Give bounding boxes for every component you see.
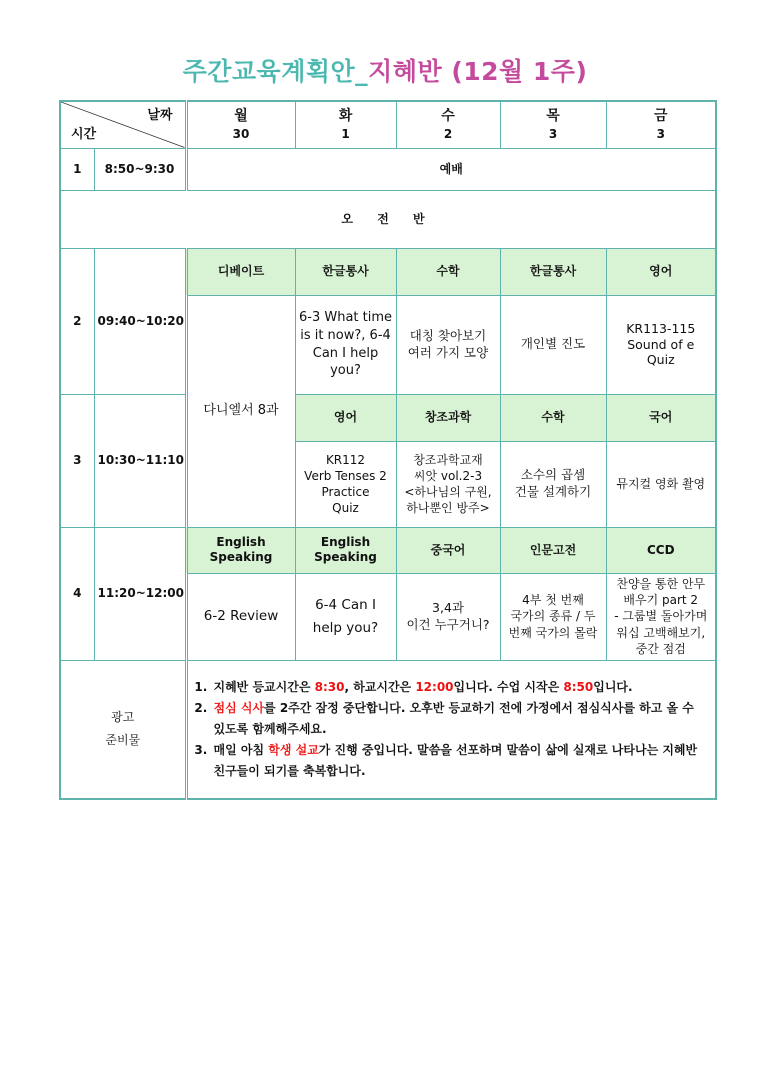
- class-start-time: 8:50: [563, 679, 594, 694]
- period-time: 10:30~11:10: [94, 394, 186, 527]
- morning-section-row: [60, 190, 716, 248]
- notice-text: 지혜반 등교시간은: [213, 679, 315, 694]
- day-number: 1: [341, 127, 350, 142]
- subject-cell: 국어: [606, 394, 716, 441]
- subject-cell: English Speaking: [295, 527, 396, 573]
- notice-text: 를 2주간 잠정 중단합니다. 오후반 등교하기 전에 가정에서 점심식사를 하고 올 수 있도록 함께해주세요.: [213, 700, 694, 736]
- period-number: 3: [60, 394, 94, 527]
- period-number: 4: [60, 527, 94, 660]
- content-cell: 6-2 Review: [186, 573, 295, 660]
- content-cell: 창조과학교재 씨앗 vol.2-3 <하나님의 구원, 하나뿐인 방주>: [396, 441, 500, 527]
- notice-text: 입니다. 수업 시작은: [453, 679, 564, 694]
- page-title: [0, 52, 770, 88]
- day-header-tue: [295, 101, 396, 148]
- notice-item-3: [212, 740, 702, 782]
- period-time: 09:40~10:20: [94, 248, 186, 394]
- dismissal-time: 12:00: [415, 679, 454, 694]
- title-class: 지혜반: [368, 57, 443, 86]
- period-4-subject-row: [60, 527, 716, 573]
- worship-cell: 예배: [186, 148, 716, 190]
- day-header-fri: [606, 101, 716, 148]
- notice-label-ads: 광고: [111, 710, 135, 725]
- period-time: 8:50~9:30: [94, 148, 186, 190]
- subject-cell: 영어: [295, 394, 396, 441]
- morning-section-title: 오 전 반: [60, 190, 716, 248]
- title-main: 주간교육계획안_: [182, 57, 369, 86]
- content-cell: 다니엘서 8과: [186, 295, 295, 527]
- content-cell: 대칭 찾아보기 여러 가지 모양: [396, 295, 500, 394]
- notice-row: [60, 660, 716, 799]
- day-name: 목: [546, 108, 560, 125]
- content-cell: 4부 첫 번째 국가의 종류 / 두 번째 국가의 몰락: [500, 573, 606, 660]
- day-header-mon: [186, 101, 295, 148]
- day-name: 월: [234, 108, 248, 125]
- time-label: 시간: [71, 126, 97, 142]
- day-number: 3: [548, 127, 558, 142]
- content-cell: 찬양을 통한 안무 배우기 part 2 - 그룹별 돌아가며 워십 고백해보기, 중간 점검: [606, 573, 716, 660]
- subject-cell: 한글통사: [295, 248, 396, 295]
- subject-cell: 수학: [500, 394, 606, 441]
- content-cell: 개인별 진도: [500, 295, 606, 394]
- day-number: 3: [656, 127, 665, 142]
- period-time: 11:20~12:00: [94, 527, 186, 660]
- content-cell: 3,4과 이건 누구거니?: [396, 573, 500, 660]
- notice-text: , 하교시간은: [344, 679, 416, 694]
- notice-item-2: [212, 698, 702, 740]
- notice-content: [186, 660, 716, 799]
- content-cell: 소수의 곱셈 건물 설계하기: [500, 441, 606, 527]
- day-name: 화: [338, 108, 353, 125]
- arrival-time: 8:30: [314, 679, 345, 694]
- subject-cell: English Speaking: [186, 527, 295, 573]
- subject-cell: 영어: [606, 248, 716, 295]
- notice-label-supplies: 준비물: [105, 733, 141, 748]
- subject-cell: 인문고전: [500, 527, 606, 573]
- content-cell: 뮤지컬 영화 촬영: [606, 441, 716, 527]
- subject-cell: 중국어: [396, 527, 500, 573]
- notice-text: 입니다.: [593, 679, 633, 694]
- period-number: 1: [60, 148, 94, 190]
- notice-text: 가 진행 중입니다. 말씀을 선포하며 말씀이 삶에 실재로 나타나는 지혜반 친구들이 되기를 축복합니다.: [213, 742, 698, 778]
- date-time-corner: [60, 101, 186, 148]
- weekly-plan-table: [59, 100, 717, 800]
- day-number: 30: [232, 127, 250, 142]
- notice-item-1: [212, 677, 702, 698]
- content-cell: 6-3 What time is it now?, 6-4 Can I help you?: [295, 295, 396, 394]
- period-number: 2: [60, 248, 94, 394]
- subject-cell: CCD: [606, 527, 716, 573]
- day-header-thu: [500, 101, 606, 148]
- subject-cell: 한글통사: [500, 248, 606, 295]
- subject-cell: 수학: [396, 248, 500, 295]
- content-cell: KR112 Verb Tenses 2 Practice Quiz: [295, 441, 396, 527]
- notice-label: [60, 660, 186, 799]
- period-2-subject-row: [60, 248, 716, 295]
- day-name: 수: [441, 108, 455, 125]
- period-1-row: [60, 148, 716, 190]
- content-cell: KR113-115 Sound of e Quiz: [606, 295, 716, 394]
- period-3-subject-row: [60, 394, 716, 441]
- lunch-highlight: 점심 식사: [213, 700, 265, 715]
- day-header-wed: [396, 101, 500, 148]
- content-cell: 6-4 Can I help you?: [295, 573, 396, 660]
- subject-cell: 디베이트: [186, 248, 295, 295]
- title-week: (12월 1주): [442, 57, 588, 86]
- subject-cell: 창조과학: [396, 394, 500, 441]
- notice-text: 매일 아침: [213, 742, 269, 757]
- header-row: [60, 101, 716, 148]
- day-number: 2: [443, 127, 453, 142]
- date-label: 날짜: [147, 108, 173, 123]
- day-name: 금: [653, 108, 668, 125]
- sermon-highlight: 학생 설교: [268, 742, 319, 757]
